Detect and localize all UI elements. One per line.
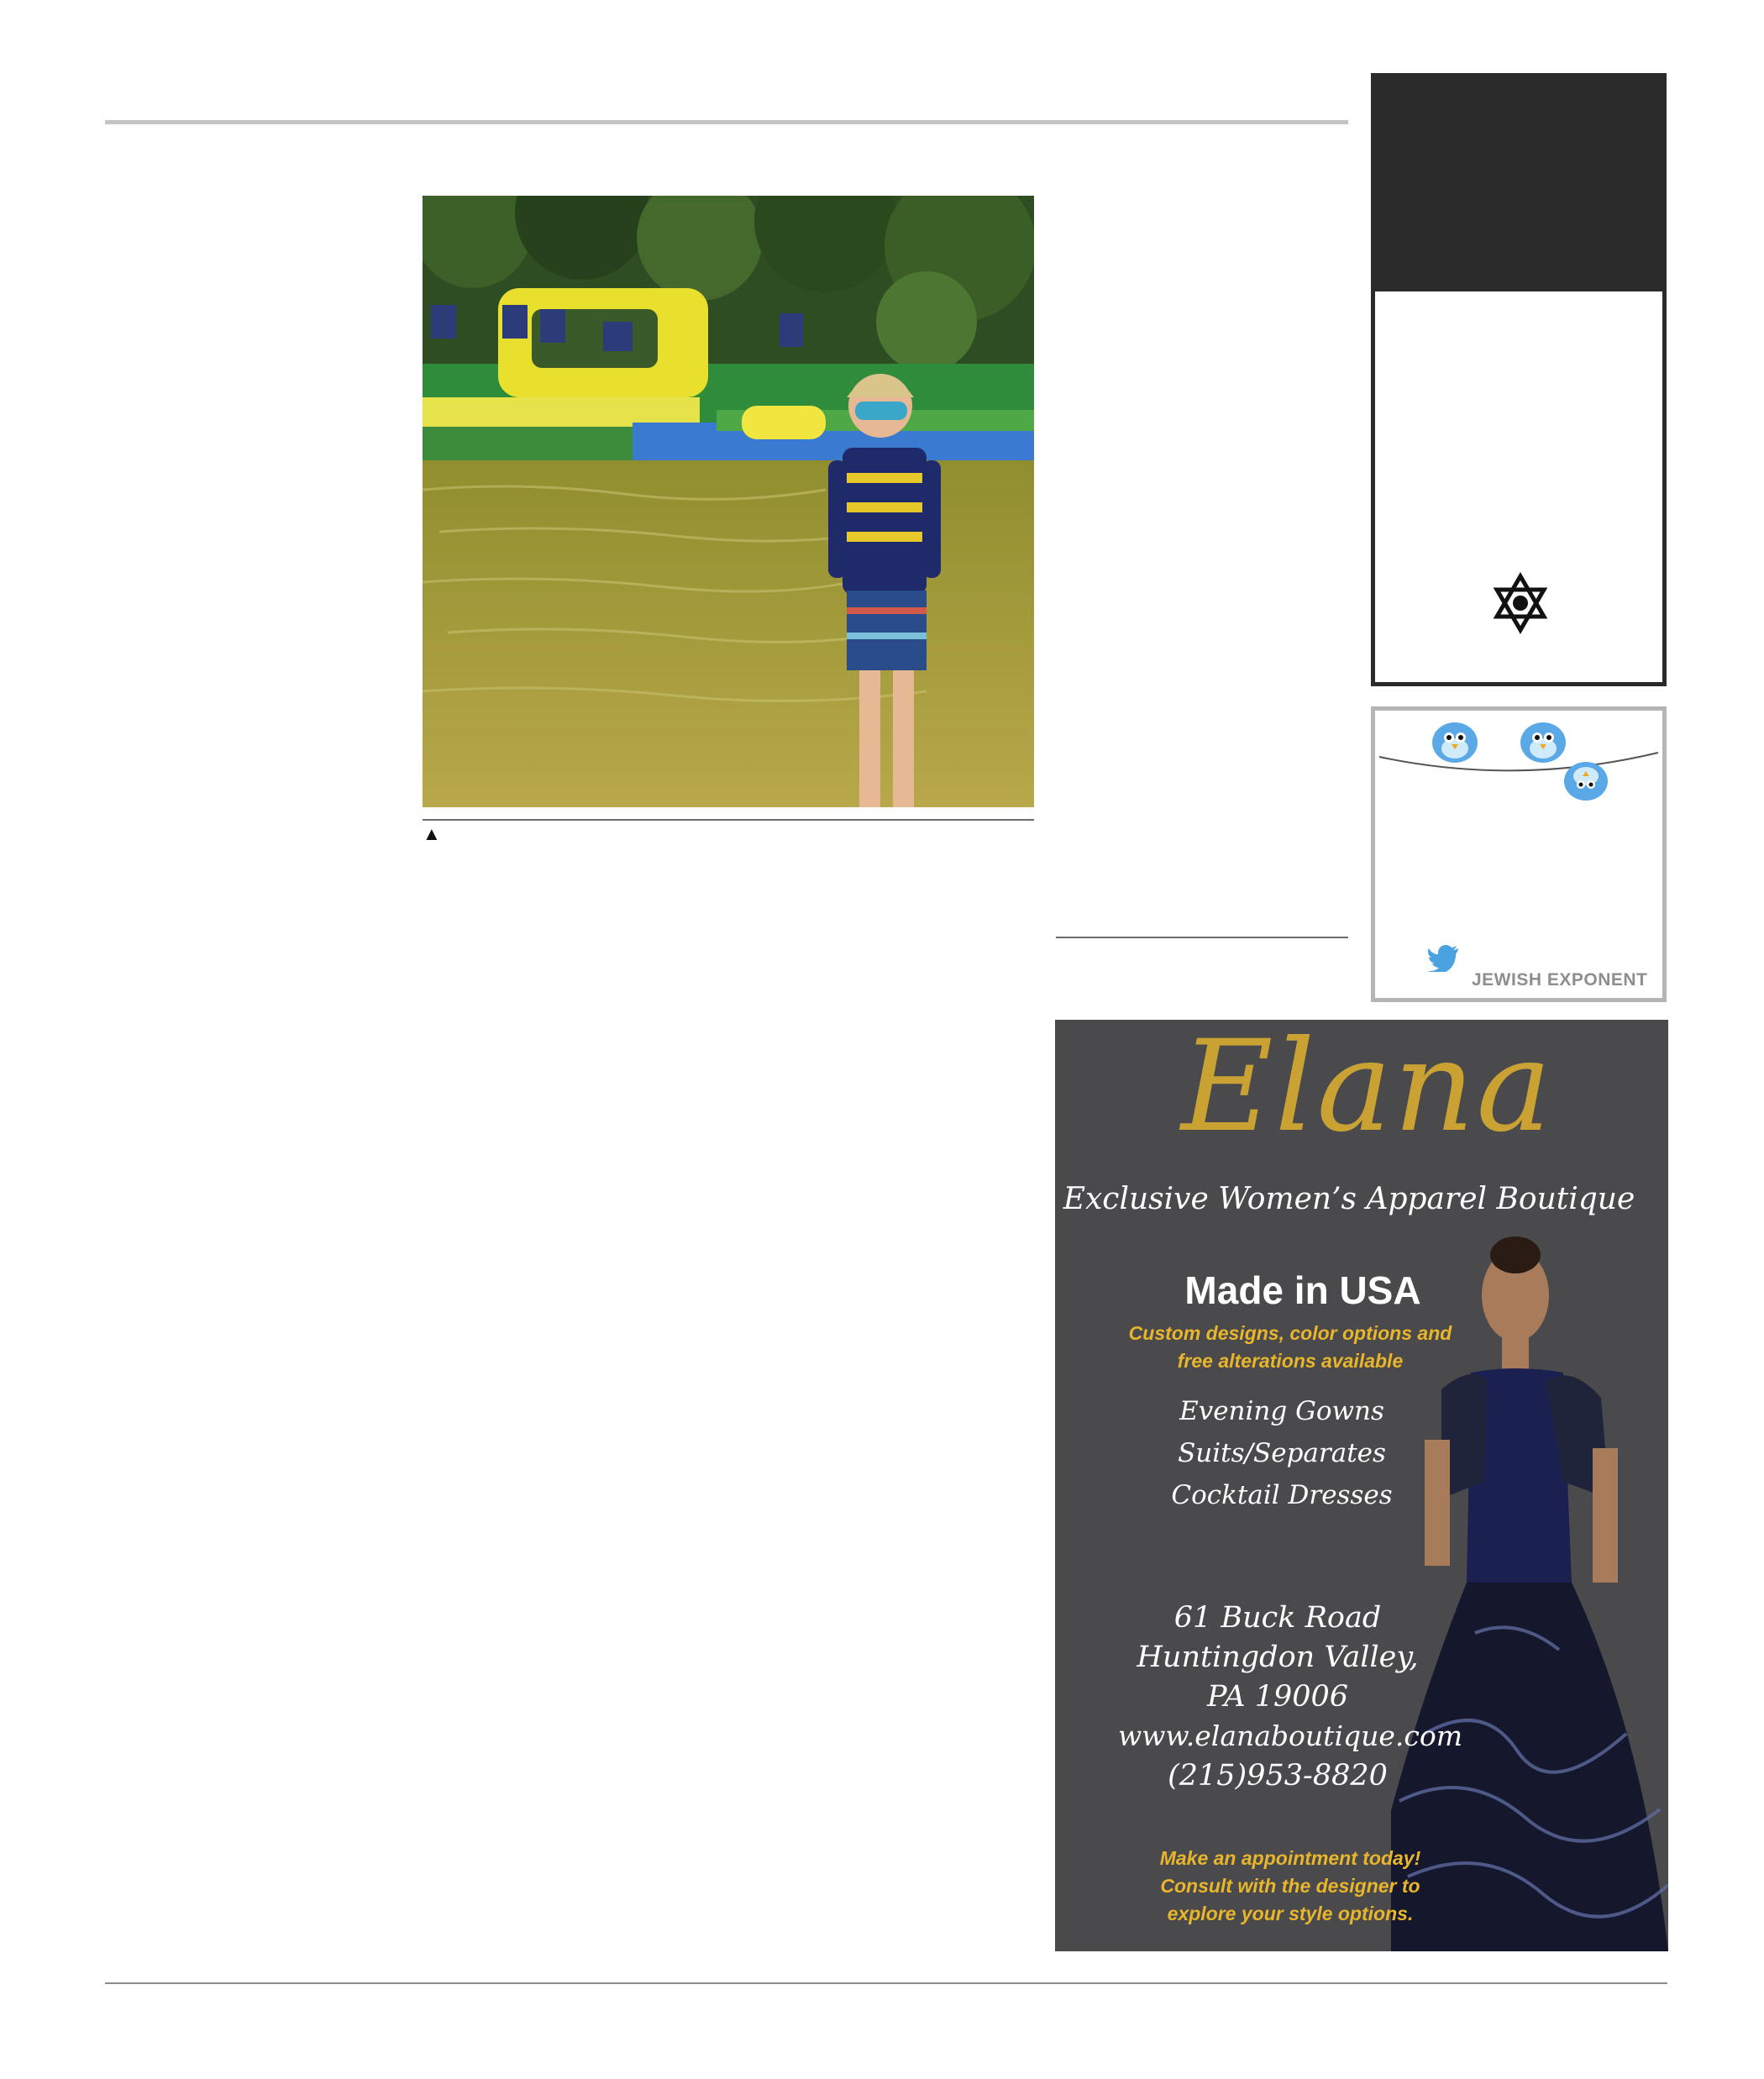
ad-address-street: 61 Buck Road <box>1173 1601 1382 1635</box>
top-rule <box>105 120 1348 124</box>
elana-boutique-ad[interactable] <box>1055 1020 1668 1951</box>
ad-phone[interactable]: (215)953-8820 <box>1168 1759 1388 1793</box>
caption-arrow: ▲ <box>423 823 441 844</box>
ad-address-state-zip: PA 19006 <box>1206 1680 1349 1714</box>
jewish-exponent-logo: JEWISH EXPONENT <box>1472 970 1648 990</box>
bottom-rule <box>105 1982 1667 1984</box>
ad-custom-line: Custom designs, color options and <box>1128 1322 1452 1344</box>
ad-custom-line: free alterations available <box>1177 1350 1404 1372</box>
camp-photo <box>423 196 1034 807</box>
elana-logo: Elana <box>1181 1020 1553 1160</box>
twitter-bird-icon[interactable] <box>1428 945 1460 972</box>
star-of-david-logo-icon <box>1488 571 1552 635</box>
ad-item-suits-separates: Suits/Separates <box>1178 1438 1386 1468</box>
ad-cta-line: explore your style options. <box>1167 1903 1414 1924</box>
ad-tagline: Exclusive Women’s Apparel Boutique <box>1063 1182 1635 1216</box>
ad-item-evening-gowns: Evening Gowns <box>1179 1396 1384 1426</box>
sidebar-rule <box>1056 937 1348 938</box>
birds-on-wire-icon <box>1375 711 1662 811</box>
ad-item-cocktail-dresses: Cocktail Dresses <box>1171 1480 1393 1510</box>
ad-website-link[interactable]: www.elanaboutique.com <box>1117 1719 1463 1752</box>
ad-address-city: Huntingdon Valley, <box>1137 1641 1419 1674</box>
promo-box-header <box>1371 73 1667 291</box>
ad-headline: Made in USA <box>1184 1268 1421 1312</box>
caption-rule <box>423 819 1034 821</box>
ad-cta-line: Consult with the designer to <box>1160 1875 1420 1897</box>
ad-cta-line: Make an appointment today! <box>1159 1847 1421 1869</box>
